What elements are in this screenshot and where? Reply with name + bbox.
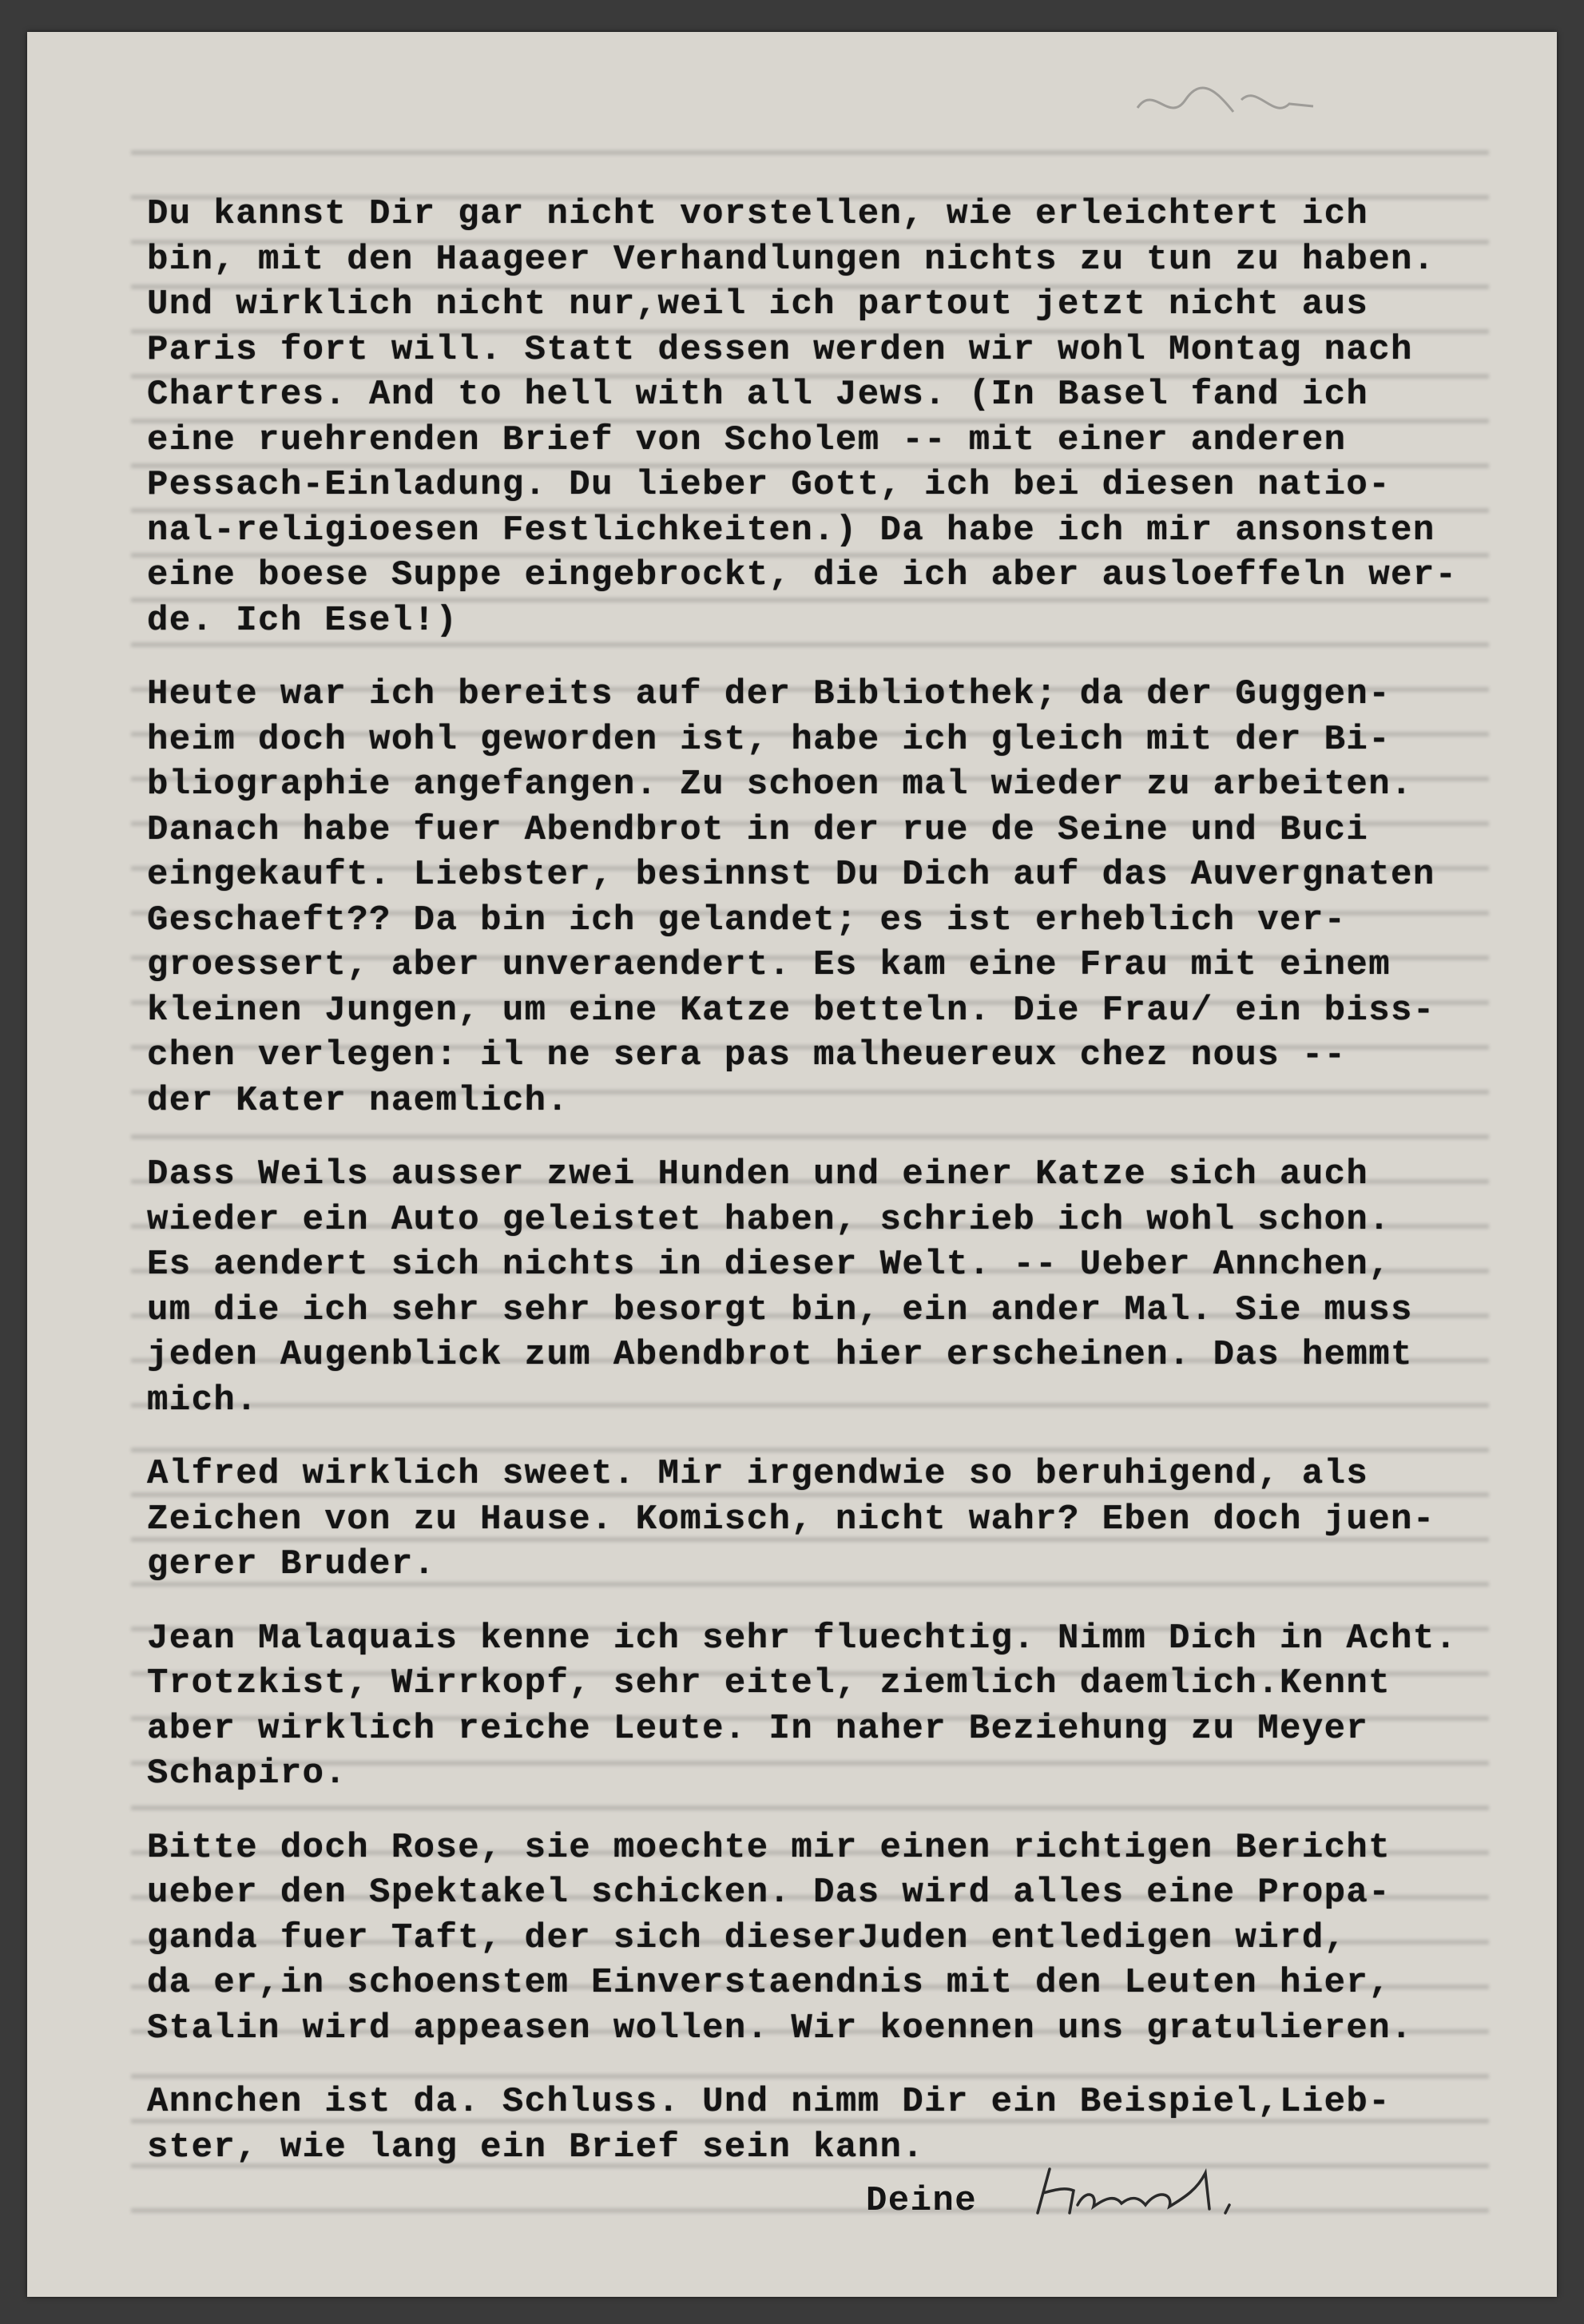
text-line: heim doch wohl geworden ist, habe ich gleich mit der Bi- <box>147 719 1391 760</box>
text-line: ueber den Spektakel schicken. Das wird alles eine Propa- <box>147 1873 1391 1913</box>
text-line: da er,in schoenstem Einverstaendnis mit den Leuten hier, <box>147 1963 1391 2003</box>
paragraph-6 <box>147 1825 1553 2052</box>
text-line: Dass Weils ausser zwei Hunden und einer Katze sich auch <box>147 1154 1369 1194</box>
text-line: aber wirklich reiche Leute. In naher Beziehung zu Meyer <box>147 1708 1369 1749</box>
paragraph-7 <box>147 2080 1553 2170</box>
text-line: Zeichen von zu Hause. Komisch, nicht wahr? Eben doch juen- <box>147 1499 1435 1539</box>
paragraph-2 <box>147 672 1553 1123</box>
text-line: Schapiro. <box>147 1754 347 1794</box>
text-line: Trotzkist, Wirrkopf, sehr eitel, ziemlich daemlich.Kennt <box>147 1663 1391 1703</box>
text-line: Jean Malaquais kenne ich sehr fluechtig. Nimm Dich in Acht. <box>147 1618 1458 1659</box>
text-line: Heute war ich bereits auf der Bibliothek; da der Guggen- <box>147 674 1391 714</box>
letter-body <box>147 192 1553 2199</box>
text-line: Chartres. And to hell with all Jews. (In Basel fand ich <box>147 375 1369 415</box>
letter-page <box>27 32 1557 2297</box>
text-line: Paris fort will. Statt dessen werden wir wohl Montag nach <box>147 329 1413 370</box>
text-line: Alfred wirklich sweet. Mir irgendwie so beruhigend, als <box>147 1454 1369 1494</box>
text-line: Danach habe fuer Abendbrot in der rue de Seine und Buci <box>147 809 1369 850</box>
paragraph-5 <box>147 1616 1553 1797</box>
text-line: kleinen Jungen, um eine Katze betteln. Die Frau/ ein biss- <box>147 990 1435 1031</box>
text-line: gerer Bruder. <box>147 1544 436 1584</box>
text-line: Geschaeft?? Da bin ich gelandet; es ist erheblich ver- <box>147 900 1347 940</box>
text-line: chen verlegen: il ne sera pas malheuereux chez nous -- <box>147 1035 1347 1075</box>
handwritten-signature <box>1026 2157 1265 2229</box>
text-line: Es aendert sich nichts in dieser Welt. -- Ueber Annchen, <box>147 1245 1391 1285</box>
pencil-notation-mark <box>1129 76 1321 132</box>
text-line: Du kannst Dir gar nicht vorstellen, wie erleichtert ich <box>147 194 1369 234</box>
text-line: bin, mit den Haageer Verhandlungen nichts zu tun zu haben. <box>147 239 1435 280</box>
paragraph-1 <box>147 192 1553 643</box>
text-line: bliographie angefangen. Zu schoen mal wieder zu arbeiten. <box>147 765 1413 804</box>
text-line: Pessach-Einladung. Du lieber Gott, ich bei diesen natio- <box>147 465 1391 505</box>
text-line: wieder ein Auto geleistet haben, schrieb ich wohl schon. <box>147 1199 1391 1240</box>
text-line: mich. <box>147 1380 259 1420</box>
text-line: um die ich sehr sehr besorgt bin, ein ander Mal. Sie muss <box>147 1289 1413 1330</box>
closing-salutation: Deine <box>866 2181 978 2221</box>
paragraph-4 <box>147 1452 1553 1587</box>
text-line: eingekauft. Liebster, besinnst Du Dich auf das Auvergnaten <box>147 855 1435 895</box>
text-line: der Kater naemlich. <box>147 1080 570 1121</box>
text-line: groessert, aber unveraendert. Es kam eine Frau mit einem <box>147 945 1391 985</box>
text-line: Stalin wird appeasen wollen. Wir koennen uns gratulieren. <box>147 2008 1413 2048</box>
text-line: ster, wie lang ein Brief sein kann. <box>147 2127 925 2167</box>
text-line: nal-religioesen Festlichkeiten.) Da habe ich mir ansonsten <box>147 510 1435 550</box>
text-line: Annchen ist da. Schluss. Und nimm Dir ein Beispiel,Lieb- <box>147 2082 1391 2122</box>
text-line: eine boese Suppe eingebrockt, die ich aber ausloeffeln wer- <box>147 555 1458 595</box>
text-line: eine ruehrenden Brief von Scholem -- mit einer anderen <box>147 419 1347 460</box>
text-line: jeden Augenblick zum Abendbrot hier erscheinen. Das hemmt <box>147 1335 1413 1375</box>
text-line: Und wirklich nicht nur,weil ich partout jetzt nicht aus <box>147 284 1369 324</box>
text-line: ganda fuer Taft, der sich dieserJuden entledigen wird, <box>147 1917 1347 1958</box>
text-line: Bitte doch Rose, sie moechte mir einen richtigen Bericht <box>147 1827 1391 1868</box>
text-line: de. Ich Esel!) <box>147 600 459 641</box>
paragraph-3 <box>147 1152 1553 1423</box>
